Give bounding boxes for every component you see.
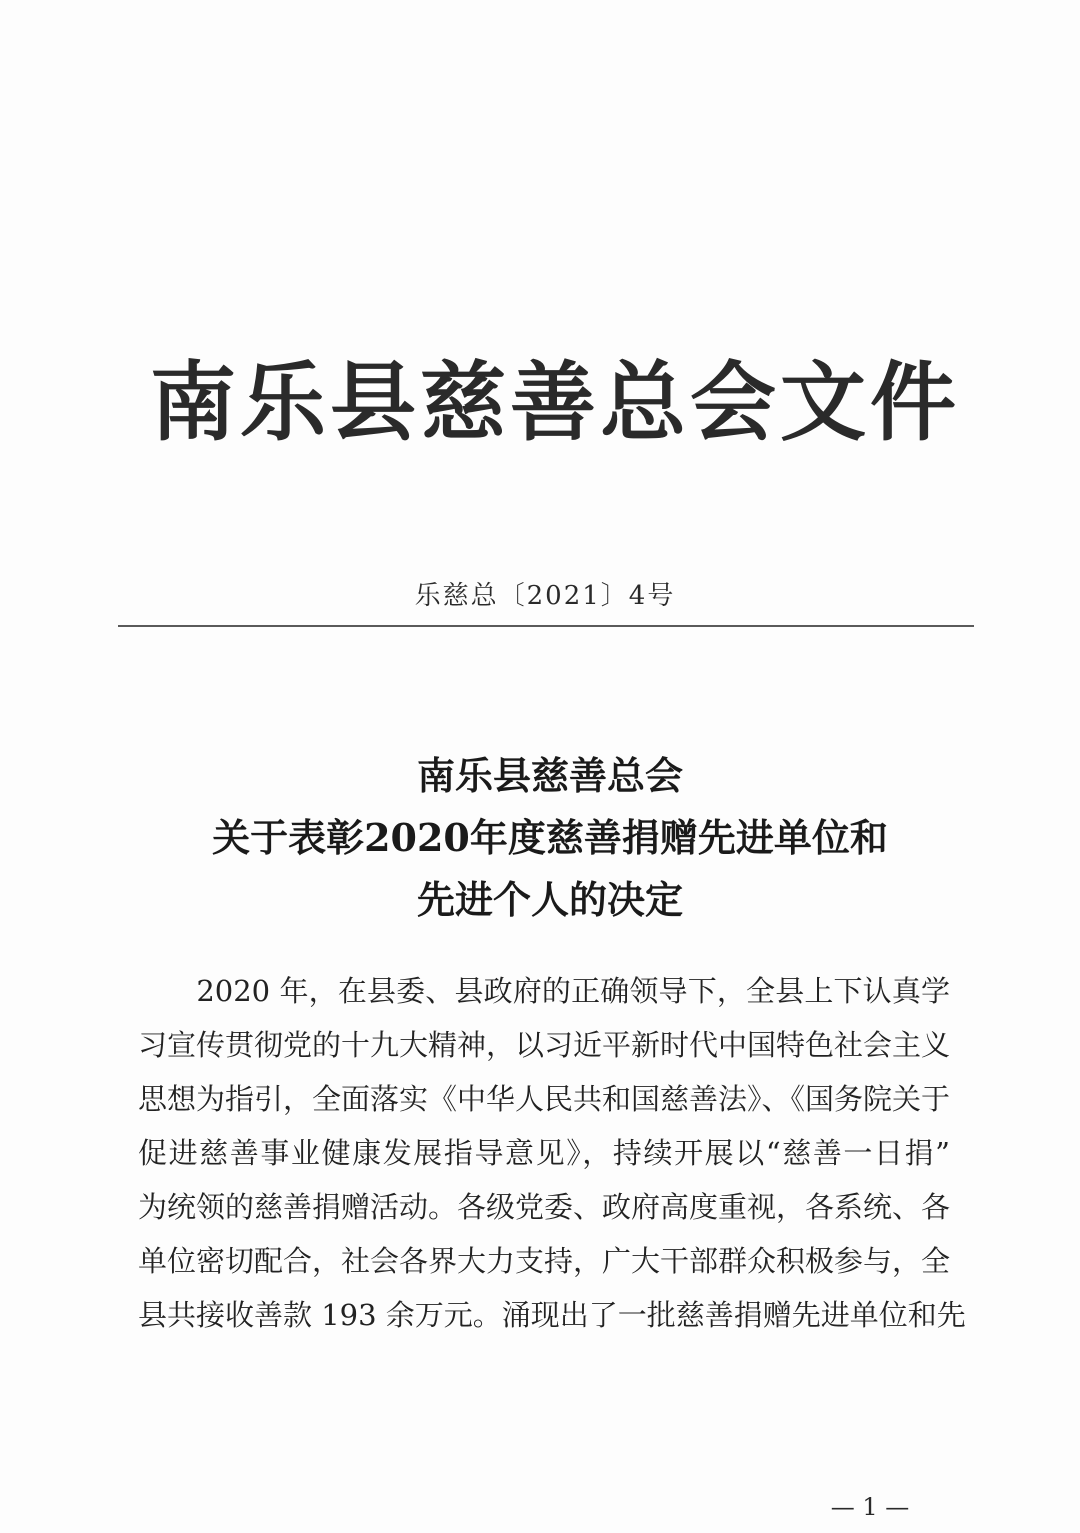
body-line: 2020 年，在县委、县政府的正确领导下，全县上下认真学 xyxy=(138,974,950,1008)
page-number: — 1 — xyxy=(830,1493,910,1521)
header-divider xyxy=(118,625,974,627)
body-line: 促进慈善事业健康发展指导意见》，持续开展以“慈善一日捐” xyxy=(138,1136,950,1170)
body-line: 思想为指引，全面落实《中华人民共和国慈善法》、《国务院关于 xyxy=(138,1082,951,1116)
body-line: 县共接收善款 193 余万元。涌现出了一批慈善捐赠先进单位和先 xyxy=(138,1298,966,1332)
title-line-3: 先进个人的决定 xyxy=(416,877,683,922)
document-title xyxy=(140,745,960,931)
body-line: 习宣传贯彻党的十九大精神，以习近平新时代中国特色社会主义 xyxy=(138,1028,951,1062)
body-line: 为统领的慈善捐赠活动。各级党委、政府高度重视，各系统、各 xyxy=(138,1190,951,1224)
body-paragraph xyxy=(138,964,966,1342)
document-masthead: 南乐县慈善总会文件 xyxy=(150,353,960,453)
document-number: 乐慈总〔2021〕4号 xyxy=(414,581,676,611)
title-line-2: 关于表彰2020年度慈善捐赠先进单位和 xyxy=(212,815,888,860)
body-line: 单位密切配合，社会各界大力支持，广大干部群众积极参与，全 xyxy=(138,1244,951,1278)
title-line-1: 南乐县慈善总会 xyxy=(416,753,683,798)
